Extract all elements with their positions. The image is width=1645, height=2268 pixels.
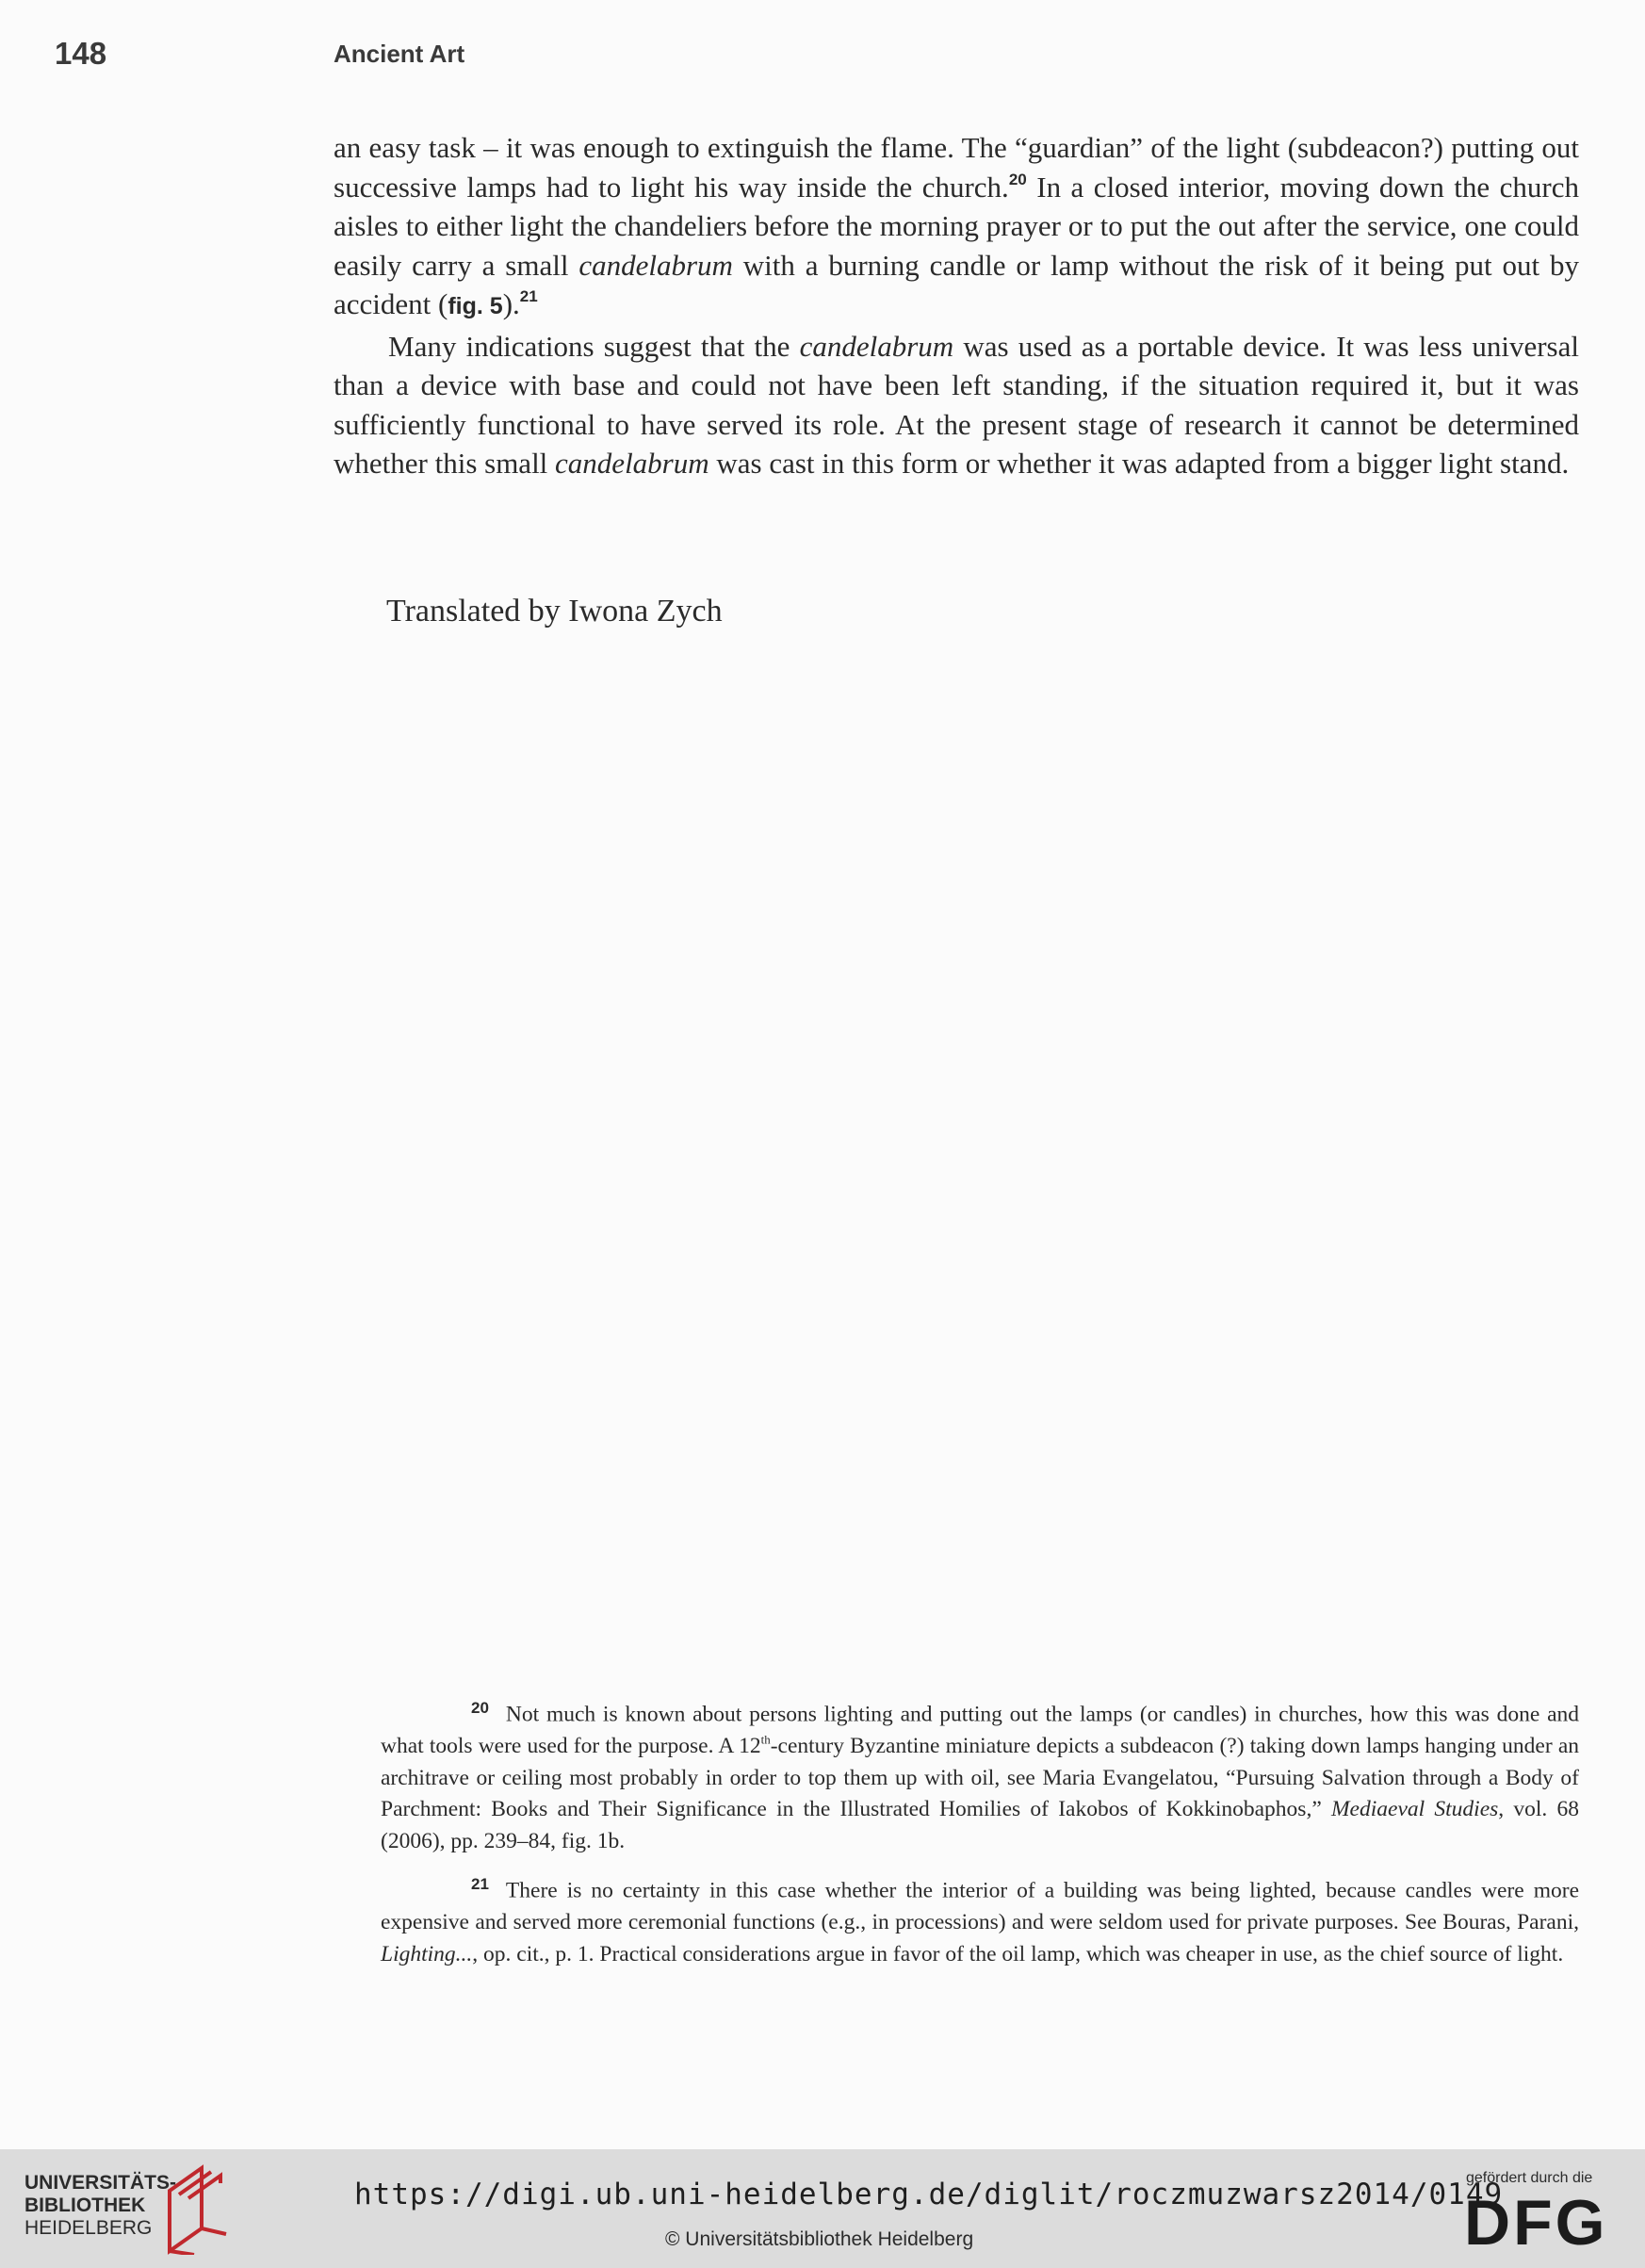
footnote-number-20: 20 [471,1699,489,1717]
library-emblem-icon [164,2162,232,2255]
footnote-number-21: 21 [471,1875,489,1893]
footnote-20: $^{20}$ Not much is known about persons lighting and putting out the lamps (or candles) in churches, how this was done and what tools were used for the purpose. A 12th-century Byzantine miniature depicts a subdeacon (?) taking down lamps hanging under an architrave or ceiling most probably in order to top them up with oil, see Maria Evangelatou, “Pursuing Salvation through a Body of Parchment: Books and Their Significance in the Illustrated Homilies of Iakobos of Kokkinobaphos,” Mediaeval Studies, vol. 68 (2006), pp. 239–84, fig. 1b. [381,1699,1580,1853]
paragraph-2: Many indications suggest that the candelabrum was used as a portable device. It was less universal than a device with base and could not have been left standing, if the situation required it, but it was sufficiently functional to have served its role. At the present stage of research it cannot be determined whether this small candelabrum was cast in this form or whether it was adapted from a bigger light stand. [334,329,1579,480]
paragraph-1: an easy task – it was enough to extinguish the flame. The “guardian” of the light (subdeacon?) putting out successive lamps had to light his way inside the church.$^{20}$ In a closed interior, moving down the church aisles to either light the chandeliers before the morning prayer or to put the out after the service, one could easily carry a small candelabrum with a burning candle or lamp without the risk of it being put out by accident (fig. 5).$^{21}$ [334,131,1580,320]
body-text [334,128,1579,483]
footnote-21: $^{21}$ There is no certainty in this case whether the interior of a building was being lighted, because candles were more expensive and served more ceremonial functions (e.g., in processions) and were seldom used for private purposes. See Bouras, Parani, Lighting..., op. cit., p. 1. Practical considerations argue in favor of the oil lamp, which was cheaper in use, as the chief source of light. [381,1875,1579,1966]
footnotes [381,1692,1579,1982]
library-logo-text[interactable]: UNIVERSITÄTS- BIBLIOTHEK HEIDELBERG [24,2172,177,2239]
footer-bar [0,2149,1645,2268]
footnote-ref-21[interactable]: 21 [519,287,538,306]
running-header-title: Ancient Art [334,40,465,68]
funded-by-label: gefördert durch die [1466,2170,1593,2186]
source-url-link[interactable]: https://digi.ub.uni-heidelberg.de/diglit/roczmuzwarsz2014/0149 [354,2178,1504,2211]
dfg-logo[interactable]: DFG [1464,2187,1608,2259]
page-number: 148 [55,36,107,71]
copyright-notice: © Universitätsbibliothek Heidelberg [665,2228,974,2250]
footnote-ref-20[interactable]: 20 [1008,170,1027,188]
figure-reference[interactable]: fig. 5 [448,293,503,319]
translator-credit: Translated by Iwona Zych [386,594,723,628]
